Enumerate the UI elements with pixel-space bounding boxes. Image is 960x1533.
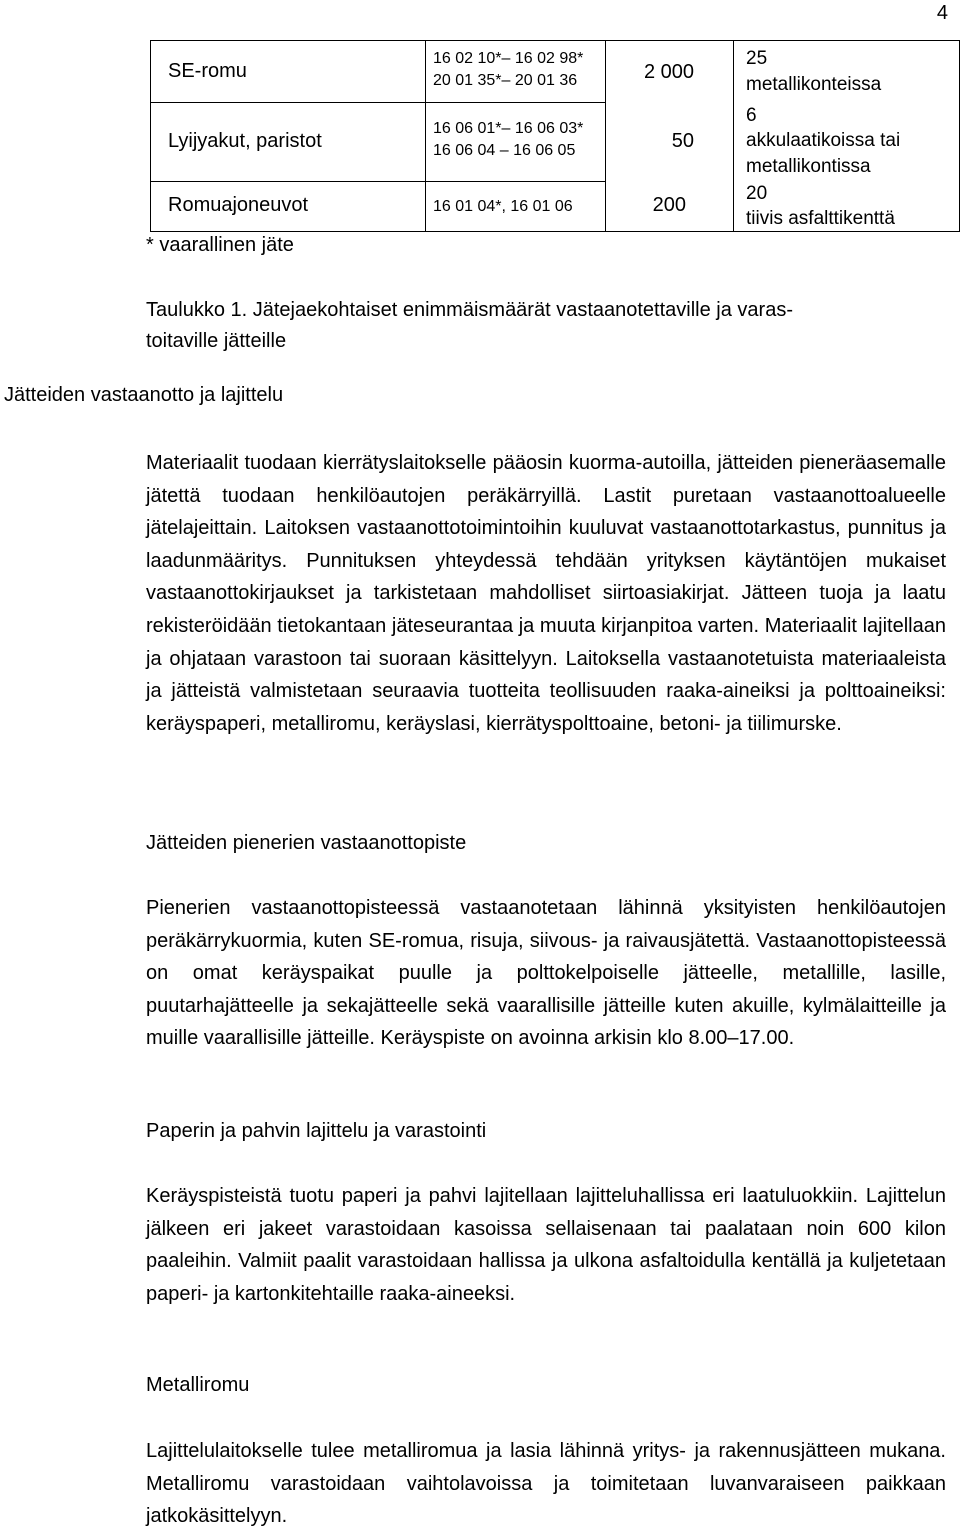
row-name: Lyijyakut, paristot [168, 130, 322, 152]
row-storage-line: metallikonteissa [746, 74, 882, 95]
subheading: Metalliromu [146, 1374, 250, 1396]
paragraph: Lajittelulaitokselle tulee metalliromua ja lasia lähinnä yritys- ja rakennusjätteen mukana. Metalliromu varastoidaan vaihtolavoissa ja toimitetaan luvanvaraiseen paikkaan jatkokäsittelyyn. [146, 1440, 946, 1528]
section-heading: Jätteiden vastaanotto ja lajittelu [4, 384, 284, 406]
table-caption [146, 295, 941, 357]
table-row-divider [150, 181, 605, 182]
storage-limits-table [150, 40, 960, 232]
row-storage-line: 20 [746, 183, 768, 204]
row-storage-line: akkulaatikoissa tai [746, 130, 901, 151]
table-footnote: * vaarallinen jäte [146, 234, 294, 256]
row-code-line: 16 06 01*– 16 06 03* [433, 120, 584, 137]
row-storage-line: tiivis asfalttikenttä [746, 208, 895, 229]
caption-line: toitaville jätteille [146, 330, 287, 352]
row-code-line: 16 02 10*– 16 02 98* [433, 50, 584, 67]
table-row-divider [150, 102, 605, 103]
table-col-divider [425, 40, 426, 232]
table-col-divider [733, 40, 734, 232]
page-number: 4 [936, 2, 948, 24]
subheading: Jätteiden pienerien vastaanottopiste [146, 832, 467, 854]
paragraph: Materiaalit tuodaan kierrätyslaitokselle pääosin kuorma-autoilla, jätteiden pieneräasemalle jätettä tuodaan henkilöautojen peräkärryillä. Lastit puretaan vastaanottoalueelle jätelajeittain. Laitoksen vastaanottotoimintoihin kuuluvat vastaanottotarkastus, punnitus ja laadunmääritys. Punnituksen yhteydessä tehdään yrityksen käytäntöjen mukaiset vastaanottokirjaukset ja tarkistetaan mahdolliset siirtoasiakirjat. Jätteen tuoja ja laatu rekisteröidään tietokantaan jäteseurantaa ja muuta kirjanpitoa varten. Materiaalit lajitellaan ja ohjataan varastoon tai suoraan käsittelyyn. Laitoksella vastaanotetuista materiaaleista ja jätteistä valmistetaan seuraavia tuotteita teollisuuden raaka-aineiksi ja polttoaineiksi: keräyspaperi, metalliromu, keräyslasi, kierrätyspolttoaine, betoni- ja tiilimurske. [146, 452, 946, 735]
row-amount: 50 [671, 130, 694, 152]
row-amount: 2 000 [643, 61, 694, 83]
subheading: Paperin ja pahvin lajittelu ja varastointi [146, 1120, 487, 1142]
paragraph: Keräyspisteistä tuotu paperi ja pahvi lajitellaan lajitteluhallissa eri laatuluokkiin. Lajittelun jälkeen eri jakeet varastoidaan kasoissa sellaisenaan tai paalataan noin 600 kilon paaleihin. Valmiit paalit varastoidaan hallissa ja ulkona asfaltoidulla kentällä ja kuljetetaan paperi- ja kartonkitehtaille raaka-aineeksi. [146, 1185, 946, 1305]
row-code-line: 16 06 04 – 16 06 05 [433, 142, 576, 159]
row-storage-line: 25 [746, 48, 768, 69]
caption-line: Taulukko 1. Jätejaekohtaiset enimmäismäärät vastaanotettaville ja varas- [146, 299, 793, 321]
row-name: SE-romu [168, 60, 247, 82]
row-code-line: 16 01 04*, 16 01 06 [433, 198, 573, 215]
row-storage-line: metallikontissa [746, 156, 871, 177]
row-amount: 200 [652, 194, 686, 216]
row-code-line: 20 01 35*– 20 01 36 [433, 72, 578, 89]
paragraph: Pienerien vastaanottopisteessä vastaanotetaan lähinnä yksityisten henkilöautojen peräkärrykuormia, kuten SE-romua, risuja, siivous- ja raivausjätettä. Vastaanottopisteessä on omat keräyspaikat puulle ja polttokelpoiselle jätteelle, metallille, lasille, puutarhajätteelle ja sekajätteelle sekä vaarallisille jätteille kuten akuille, kylmälaitteille ja muille vaarallisille jätteille. Keräyspiste on avoinna arkisin klo 8.00–17.00. [146, 897, 946, 1050]
row-name: Romuajoneuvot [168, 194, 309, 216]
row-storage-line: 6 [746, 105, 757, 126]
